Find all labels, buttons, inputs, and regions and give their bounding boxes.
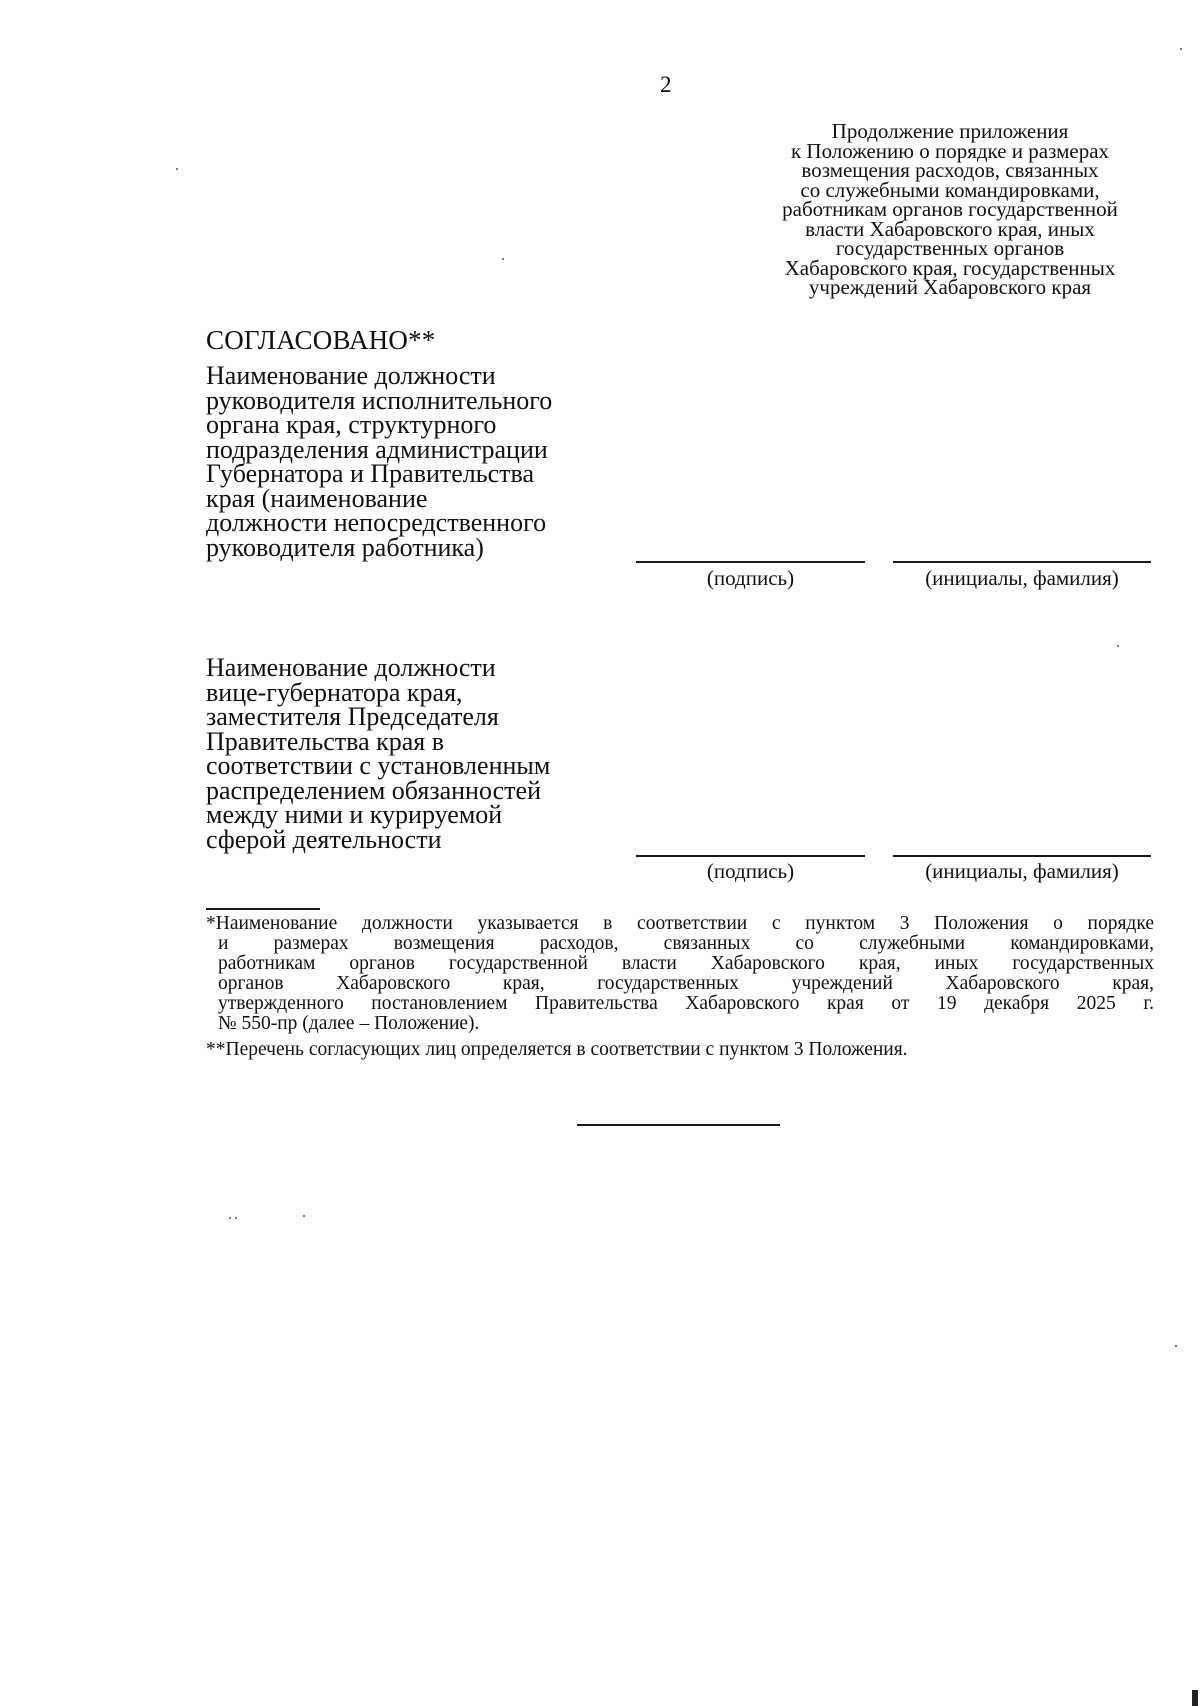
name-label-2: (инициалы, фамилия): [925, 859, 1119, 883]
footnote-line: органов Хабаровского края, государственных учреждений Хабаровского края,: [218, 974, 1154, 994]
position-line: Губернатора и Правительства: [206, 459, 534, 488]
scan-speck: [1117, 645, 1119, 647]
scan-speck: [235, 1217, 237, 1219]
signature-line-2: [636, 855, 865, 857]
appendix-header: [740, 119, 1160, 299]
name-label-1: (инициалы, фамилия): [925, 566, 1119, 590]
position-line: вице-губернатора края,: [206, 677, 463, 707]
header-line: учреждений Хабаровского края: [808, 275, 1092, 299]
scan-speck: [502, 258, 504, 260]
header-line: со служебными командировками,: [800, 177, 1100, 202]
footnote-line: утвержденного постановлением Правительства Хабаровского края от 19 декабря 2025 г.: [218, 994, 1154, 1014]
footnote-line: работникам органов государственной власти Хабаровского края, иных государственных: [218, 954, 1154, 974]
footnote-line: *Наименование должности указывается в соответствии с пунктом 3 Положения о порядке: [206, 914, 1154, 934]
position-line: заместителя Председателя: [206, 702, 499, 731]
scan-speck: [303, 1215, 305, 1217]
header-line: государственных органов: [835, 236, 1065, 260]
position-2-text: [206, 653, 606, 854]
footnote-separator: [206, 908, 320, 910]
scan-speck: [1175, 1345, 1177, 1347]
footnote-1: [206, 914, 1154, 1034]
footnote-line: и размерах возмещения расходов, связанных со служебными командировками,: [218, 934, 1154, 954]
position-line: органа края, структурного: [206, 410, 497, 439]
signature-label-2: (подпись): [706, 859, 795, 883]
position-line: подразделения администрации: [206, 434, 548, 464]
scan-speck: [176, 168, 178, 170]
document-end-rule: [577, 1124, 780, 1126]
page-number: 2: [660, 72, 672, 97]
approved-title: СОГЛАСОВАНО**: [206, 325, 436, 355]
scan-edge-mark: [1192, 1690, 1198, 1706]
scan-speck: [1180, 48, 1182, 50]
position-line: руководителя исполнительного: [206, 385, 553, 415]
header-line: Продолжение приложения: [831, 119, 1069, 143]
position-line: должности непосредственного: [206, 508, 547, 537]
position-line: распределением обязанностей: [206, 775, 541, 805]
footnote-2: **Перечень согласующих лиц определяется в соответствии с пунктом 3 Положения.: [206, 1039, 908, 1060]
position-line: края (наименование: [206, 483, 428, 513]
header-line: возмещения расходов, связанных: [801, 158, 1099, 182]
signature-line-1: [636, 561, 865, 563]
position-line: руководителя работника): [206, 532, 484, 562]
scan-speck: [229, 1217, 231, 1219]
position-line: Наименование должности: [206, 653, 496, 682]
position-line: Наименование должности: [206, 361, 496, 390]
header-line: к Положению о порядке и размерах: [790, 138, 1110, 163]
header-line: Хабаровского края, государственных: [784, 255, 1116, 280]
position-line: между ними и курируемой: [206, 800, 503, 829]
header-line: работникам органов государственной: [782, 197, 1118, 221]
position-line: Правительства края в: [206, 726, 445, 756]
name-line-1: [893, 561, 1151, 563]
position-1-text: [206, 361, 606, 562]
position-line: сферой деятельности: [206, 824, 442, 854]
footnote-line: № 550-пр (далее – Положение).: [218, 1014, 480, 1034]
position-line: соответствии с установленным: [206, 751, 551, 780]
signature-label-1: (подпись): [706, 566, 795, 590]
header-line: власти Хабаровского края, иных: [805, 216, 1095, 241]
name-line-2: [893, 855, 1151, 857]
